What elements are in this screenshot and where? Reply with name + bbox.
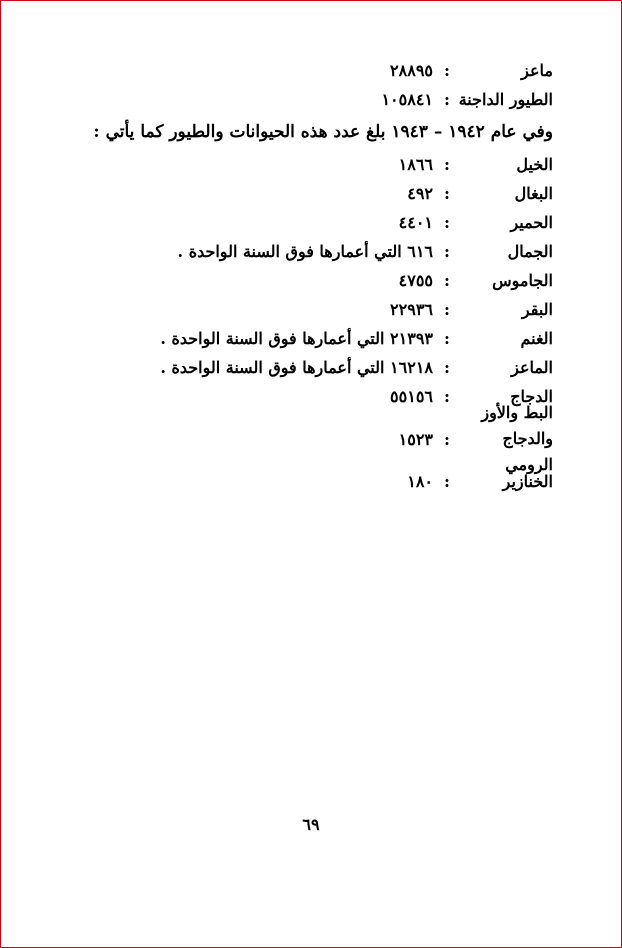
item-label: البغال bbox=[514, 184, 553, 203]
item-colon: : bbox=[444, 155, 450, 174]
item-colon: : bbox=[444, 472, 450, 491]
list-item bbox=[123, 295, 553, 324]
item-colon: : bbox=[444, 300, 450, 319]
list-item bbox=[123, 150, 553, 179]
item-label: الجمال bbox=[507, 242, 553, 261]
item-value: ١٨٦٦ bbox=[398, 155, 433, 174]
item-label: الغنم bbox=[520, 329, 553, 348]
item-label: الحمير bbox=[510, 213, 553, 232]
item-colon: : bbox=[444, 90, 450, 109]
item-value: ١٦٢١٨ التي أعمارها فوق السنة الواحدة . bbox=[160, 358, 433, 377]
item-label: الخنازير bbox=[502, 472, 553, 491]
item-label: البط والأوز والدجاج الرومي bbox=[481, 403, 553, 474]
item-label: الماعز bbox=[511, 358, 553, 377]
item-colon: : bbox=[444, 184, 450, 203]
item-label: الطيور الداجنة bbox=[458, 90, 553, 109]
item-label: ماعز bbox=[521, 61, 553, 80]
item-label: الخيل bbox=[516, 155, 553, 174]
page-number: ٦٩ bbox=[302, 815, 320, 834]
item-colon: : bbox=[444, 271, 450, 290]
item-value: ٤٤٠١ bbox=[398, 213, 433, 232]
item-colon: : bbox=[444, 242, 450, 261]
item-value: ٦١٦ التي أعمارها فوق السنة الواحدة . bbox=[177, 242, 433, 261]
item-label: الجاموس bbox=[492, 271, 553, 290]
list-item bbox=[123, 467, 553, 496]
list-item bbox=[123, 237, 553, 266]
list-item bbox=[123, 266, 553, 295]
item-value: ٤٧٥٥ bbox=[398, 271, 433, 290]
list-item bbox=[123, 353, 553, 382]
item-value: ٢١٣٩٣ التي أعمارها فوق السنة الواحدة . bbox=[160, 329, 433, 348]
intro-sentence: وفي عام ١٩٤٢ – ١٩٤٣ بلغ عدد هذه الحيوانات والطيور كما يأتي : bbox=[93, 122, 553, 142]
list-item bbox=[123, 324, 553, 353]
item-colon: : bbox=[444, 387, 450, 406]
item-colon: : bbox=[444, 329, 450, 348]
item-label: الدجاج bbox=[510, 387, 553, 406]
item-value: ٥٥١٥٦ bbox=[390, 387, 433, 406]
item-colon: : bbox=[444, 429, 450, 449]
list-item bbox=[123, 85, 553, 114]
item-label: البقر bbox=[521, 300, 553, 319]
item-value: ١٨٠ bbox=[407, 472, 433, 491]
item-value: ١٠٥٨٤١ bbox=[381, 90, 433, 109]
list-item bbox=[123, 208, 553, 237]
item-colon: : bbox=[444, 213, 450, 232]
item-colon: : bbox=[444, 358, 450, 377]
item-colon: : bbox=[444, 61, 450, 80]
item-value: ١٥٢٣ bbox=[398, 429, 433, 449]
item-value: ٢٨٨٩٥ bbox=[390, 61, 433, 80]
statistics-list bbox=[93, 56, 553, 496]
item-value: ٤٩٢ bbox=[407, 184, 433, 203]
list-item bbox=[123, 56, 553, 85]
item-value: ٢٢٩٣٦ bbox=[390, 300, 433, 319]
list-item bbox=[123, 179, 553, 208]
list-item bbox=[123, 403, 553, 474]
